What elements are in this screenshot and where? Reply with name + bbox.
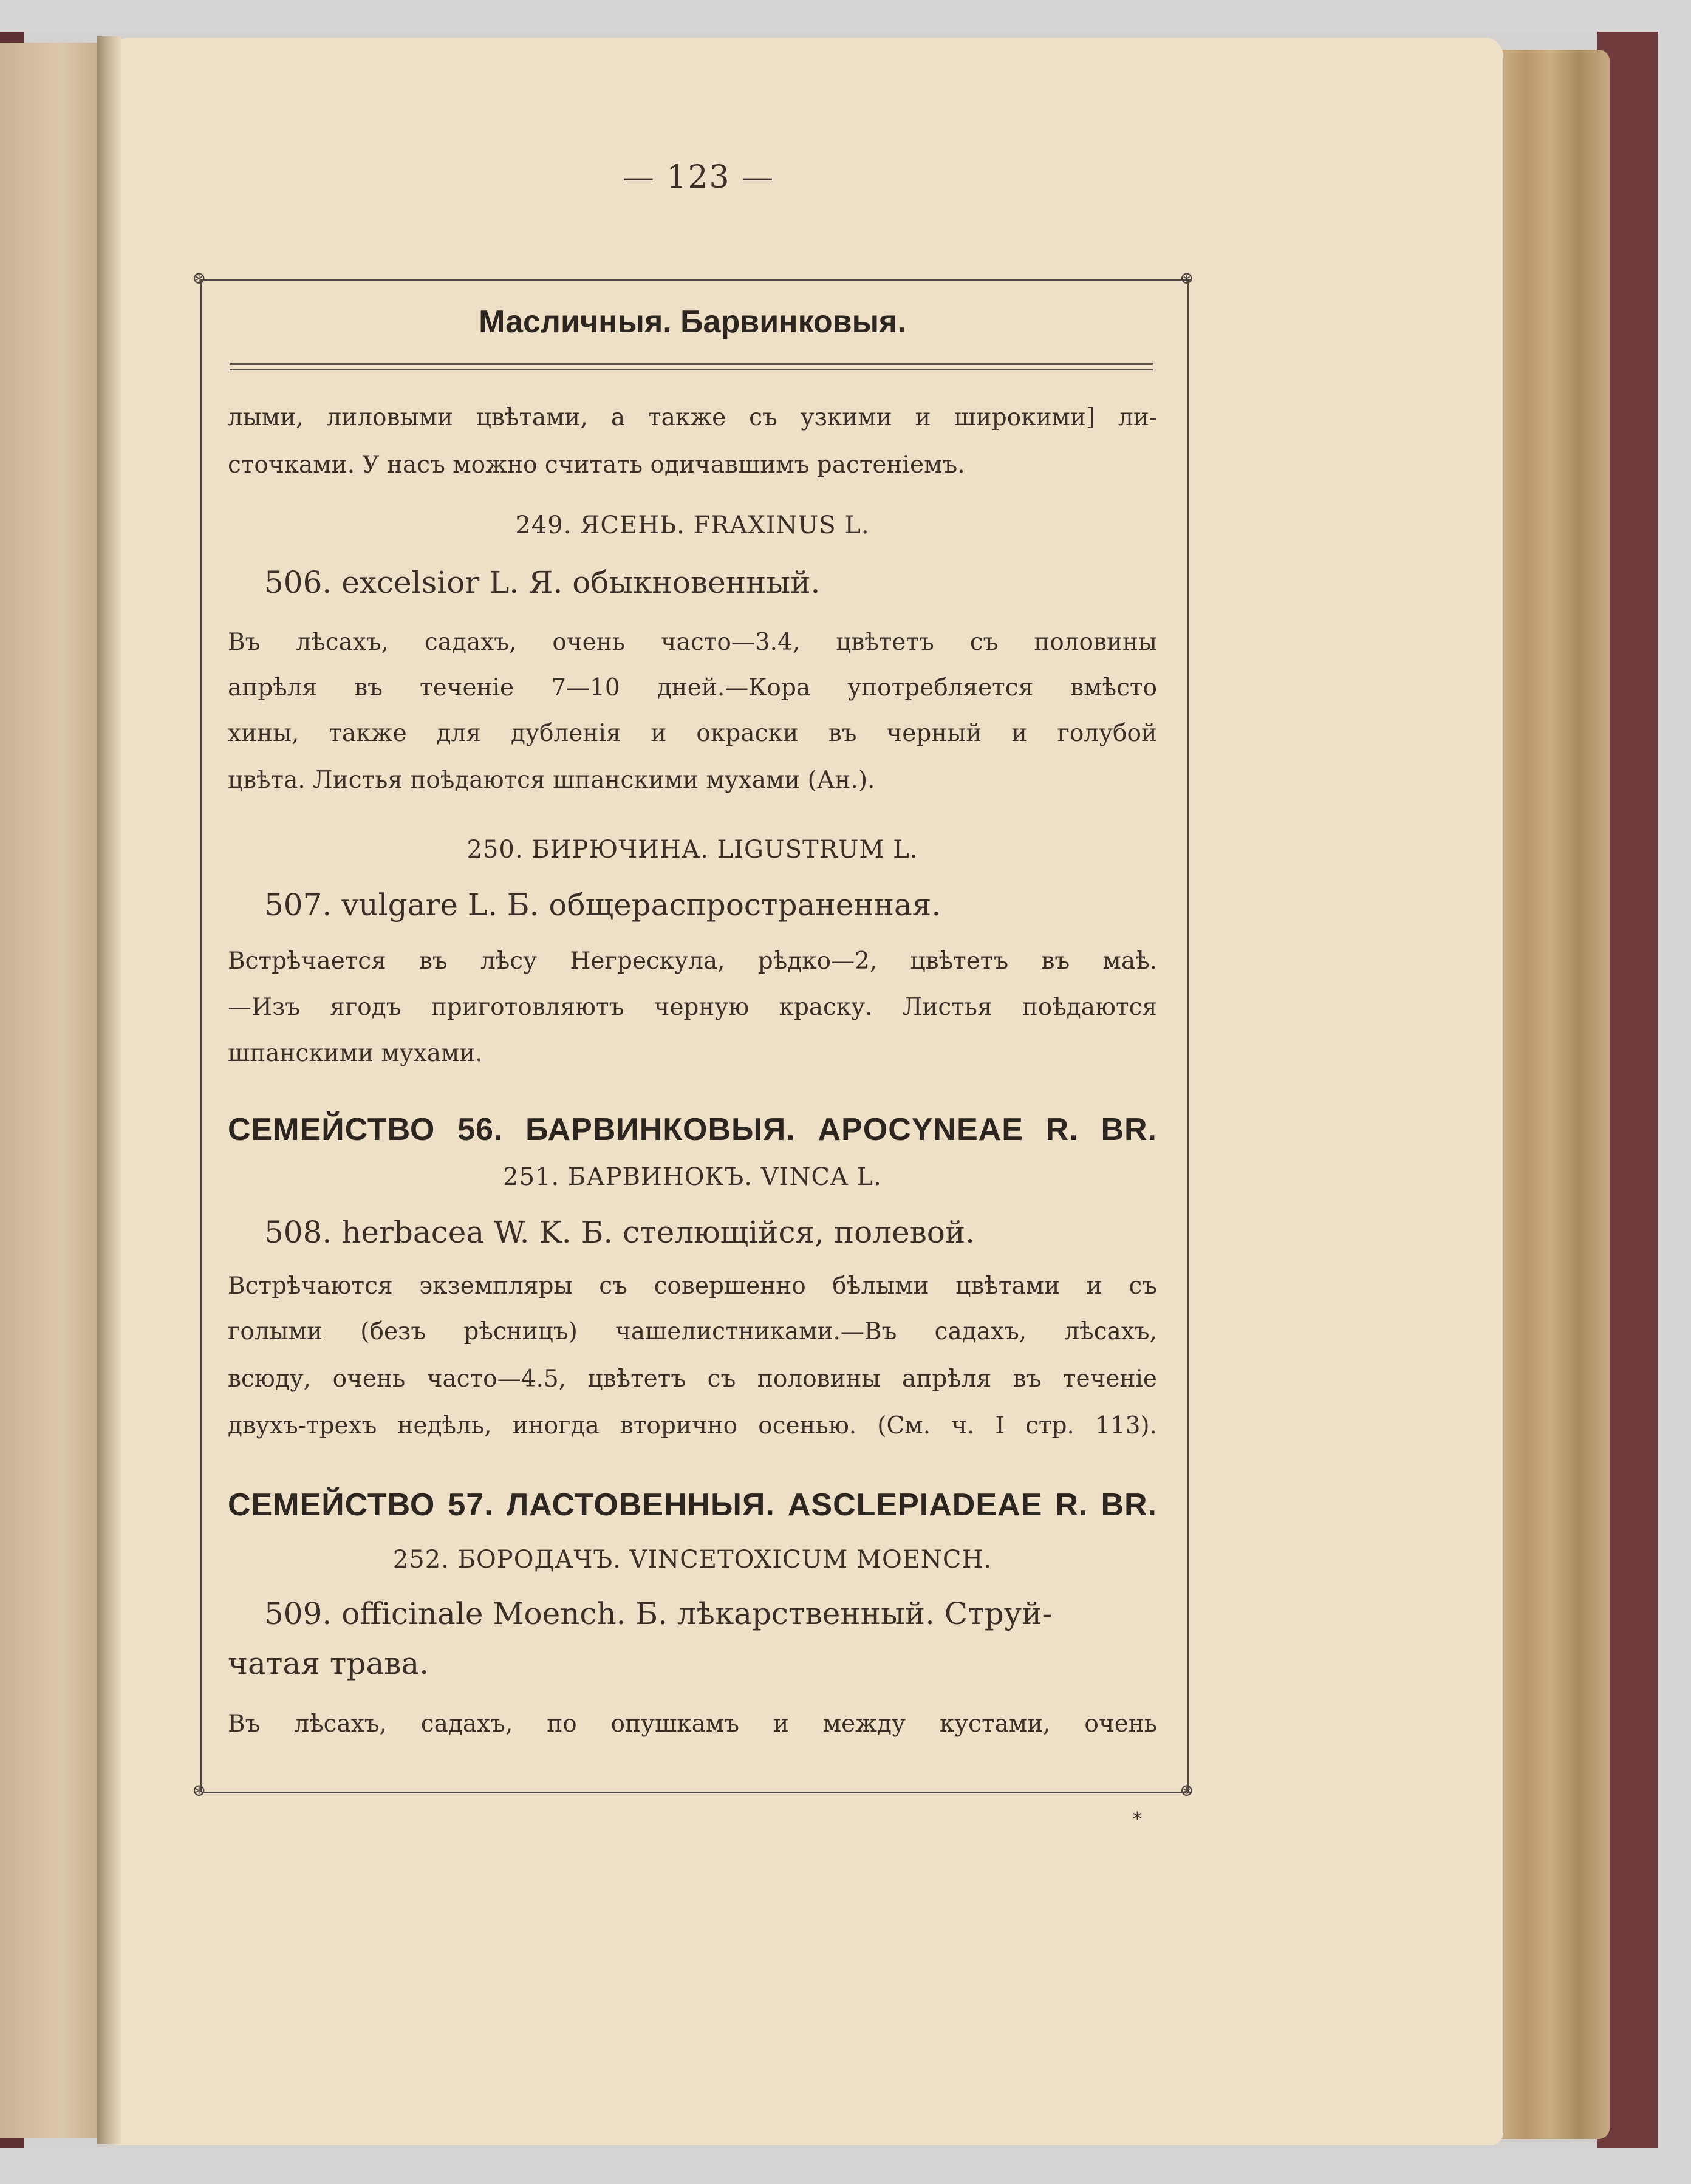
body-text-line: Въ лѣсахъ, садахъ, по опушкамъ и между кустами, очень <box>228 1710 1157 1738</box>
species-heading-continued: чатая трава. <box>228 1646 429 1681</box>
species-heading: 506. excelsior L. Я. обыкновенный. <box>264 565 821 600</box>
body-text-line: лыми, лиловыми цвѣтами, а также съ узкими и широкими] ли- <box>228 404 1157 431</box>
frame-corner-ornament-icon: ⊛ <box>192 1780 207 1800</box>
body-text-line: цвѣта. Листья поѣдаются шпанскими мухами (Ан.). <box>228 766 875 794</box>
scan-background-right <box>1658 0 1691 2184</box>
body-text-line: —Изъ ягодъ приготовляютъ черную краску. Листья поѣдаются <box>228 994 1157 1021</box>
genus-heading: 252. БОРОДАЧЪ. VINCETOXICUM MOENCH. <box>392 1546 992 1574</box>
body-text-line: апрѣля въ теченіе 7—10 дней.—Кора употребляется вмѣсто <box>228 674 1157 701</box>
left-page-edge <box>0 43 112 2138</box>
body-text-line: сточками. У насъ можно считать одичавшимъ растеніемъ. <box>228 451 965 479</box>
body-text-line: Встрѣчается въ лѣсу Негрескула, рѣдко—2, цвѣтетъ въ маѣ. <box>228 947 1157 975</box>
species-heading: 509. officinale Moench. Б. лѣкарственный. Струй- <box>264 1596 1053 1631</box>
body-text-line: всюду, очень часто—4.5, цвѣтетъ съ половины апрѣля въ теченіе <box>228 1365 1157 1393</box>
frame-right-border <box>1187 279 1189 1792</box>
frame-top-border <box>202 279 1192 281</box>
frame-bottom-border <box>202 1792 1192 1793</box>
signature-mark: * <box>1133 1809 1142 1830</box>
scan-background-top <box>0 0 1691 32</box>
book-page <box>106 38 1503 2145</box>
page-number: — 123 — <box>622 159 775 196</box>
body-text-line: двухъ-трехъ недѣль, иногда вторично осенью. (См. ч. I стр. 113). <box>228 1412 1157 1439</box>
header-rule <box>230 363 1153 365</box>
frame-corner-ornament-icon: ⊛ <box>1180 1780 1194 1800</box>
genus-heading: 249. ЯСЕНЬ. FRAXINUS L. <box>515 511 870 539</box>
genus-heading: 251. БАРВИНОКЪ. VINCA L. <box>503 1163 882 1191</box>
species-heading: 507. vulgare L. Б. общераспространенная. <box>264 887 941 923</box>
running-head: Масличныя. Барвинковыя. <box>479 304 906 340</box>
body-text-line: Въ лѣсахъ, садахъ, очень часто—3.4, цвѣтетъ съ половины <box>228 629 1157 656</box>
species-heading: 508. herbacea W. K. Б. стелющійся, полевой. <box>264 1215 975 1250</box>
frame-corner-ornament-icon: ⊛ <box>192 268 207 288</box>
book-gutter <box>97 36 121 2144</box>
body-text-line: хины, также для дубленія и окраски въ черный и голубой <box>228 720 1157 747</box>
header-rule <box>230 369 1153 370</box>
body-text-line: голыми (безъ рѣсницъ) чашелистниками.—Въ садахъ, лѣсахъ, <box>228 1318 1157 1345</box>
frame-corner-ornament-icon: ⊛ <box>1180 268 1194 288</box>
family-heading: СЕМЕЙСТВО 56. БАРВИНКОВЫЯ. APOCYNEAE R. BR. <box>228 1112 1157 1147</box>
body-text-line: шпанскими мухами. <box>228 1040 483 1067</box>
body-text-line: Встрѣчаются экземпляры съ совершенно бѣлыми цвѣтами и съ <box>228 1272 1157 1300</box>
frame-left-border <box>200 279 202 1792</box>
family-heading: СЕМЕЙСТВО 57. ЛАСТОВЕННЫЯ. ASCLEPIADEAE R. BR. <box>228 1487 1157 1523</box>
scan-background-bottom <box>0 2148 1691 2184</box>
genus-heading: 250. БИРЮЧИНА. LIGUSTRUM L. <box>466 836 918 864</box>
